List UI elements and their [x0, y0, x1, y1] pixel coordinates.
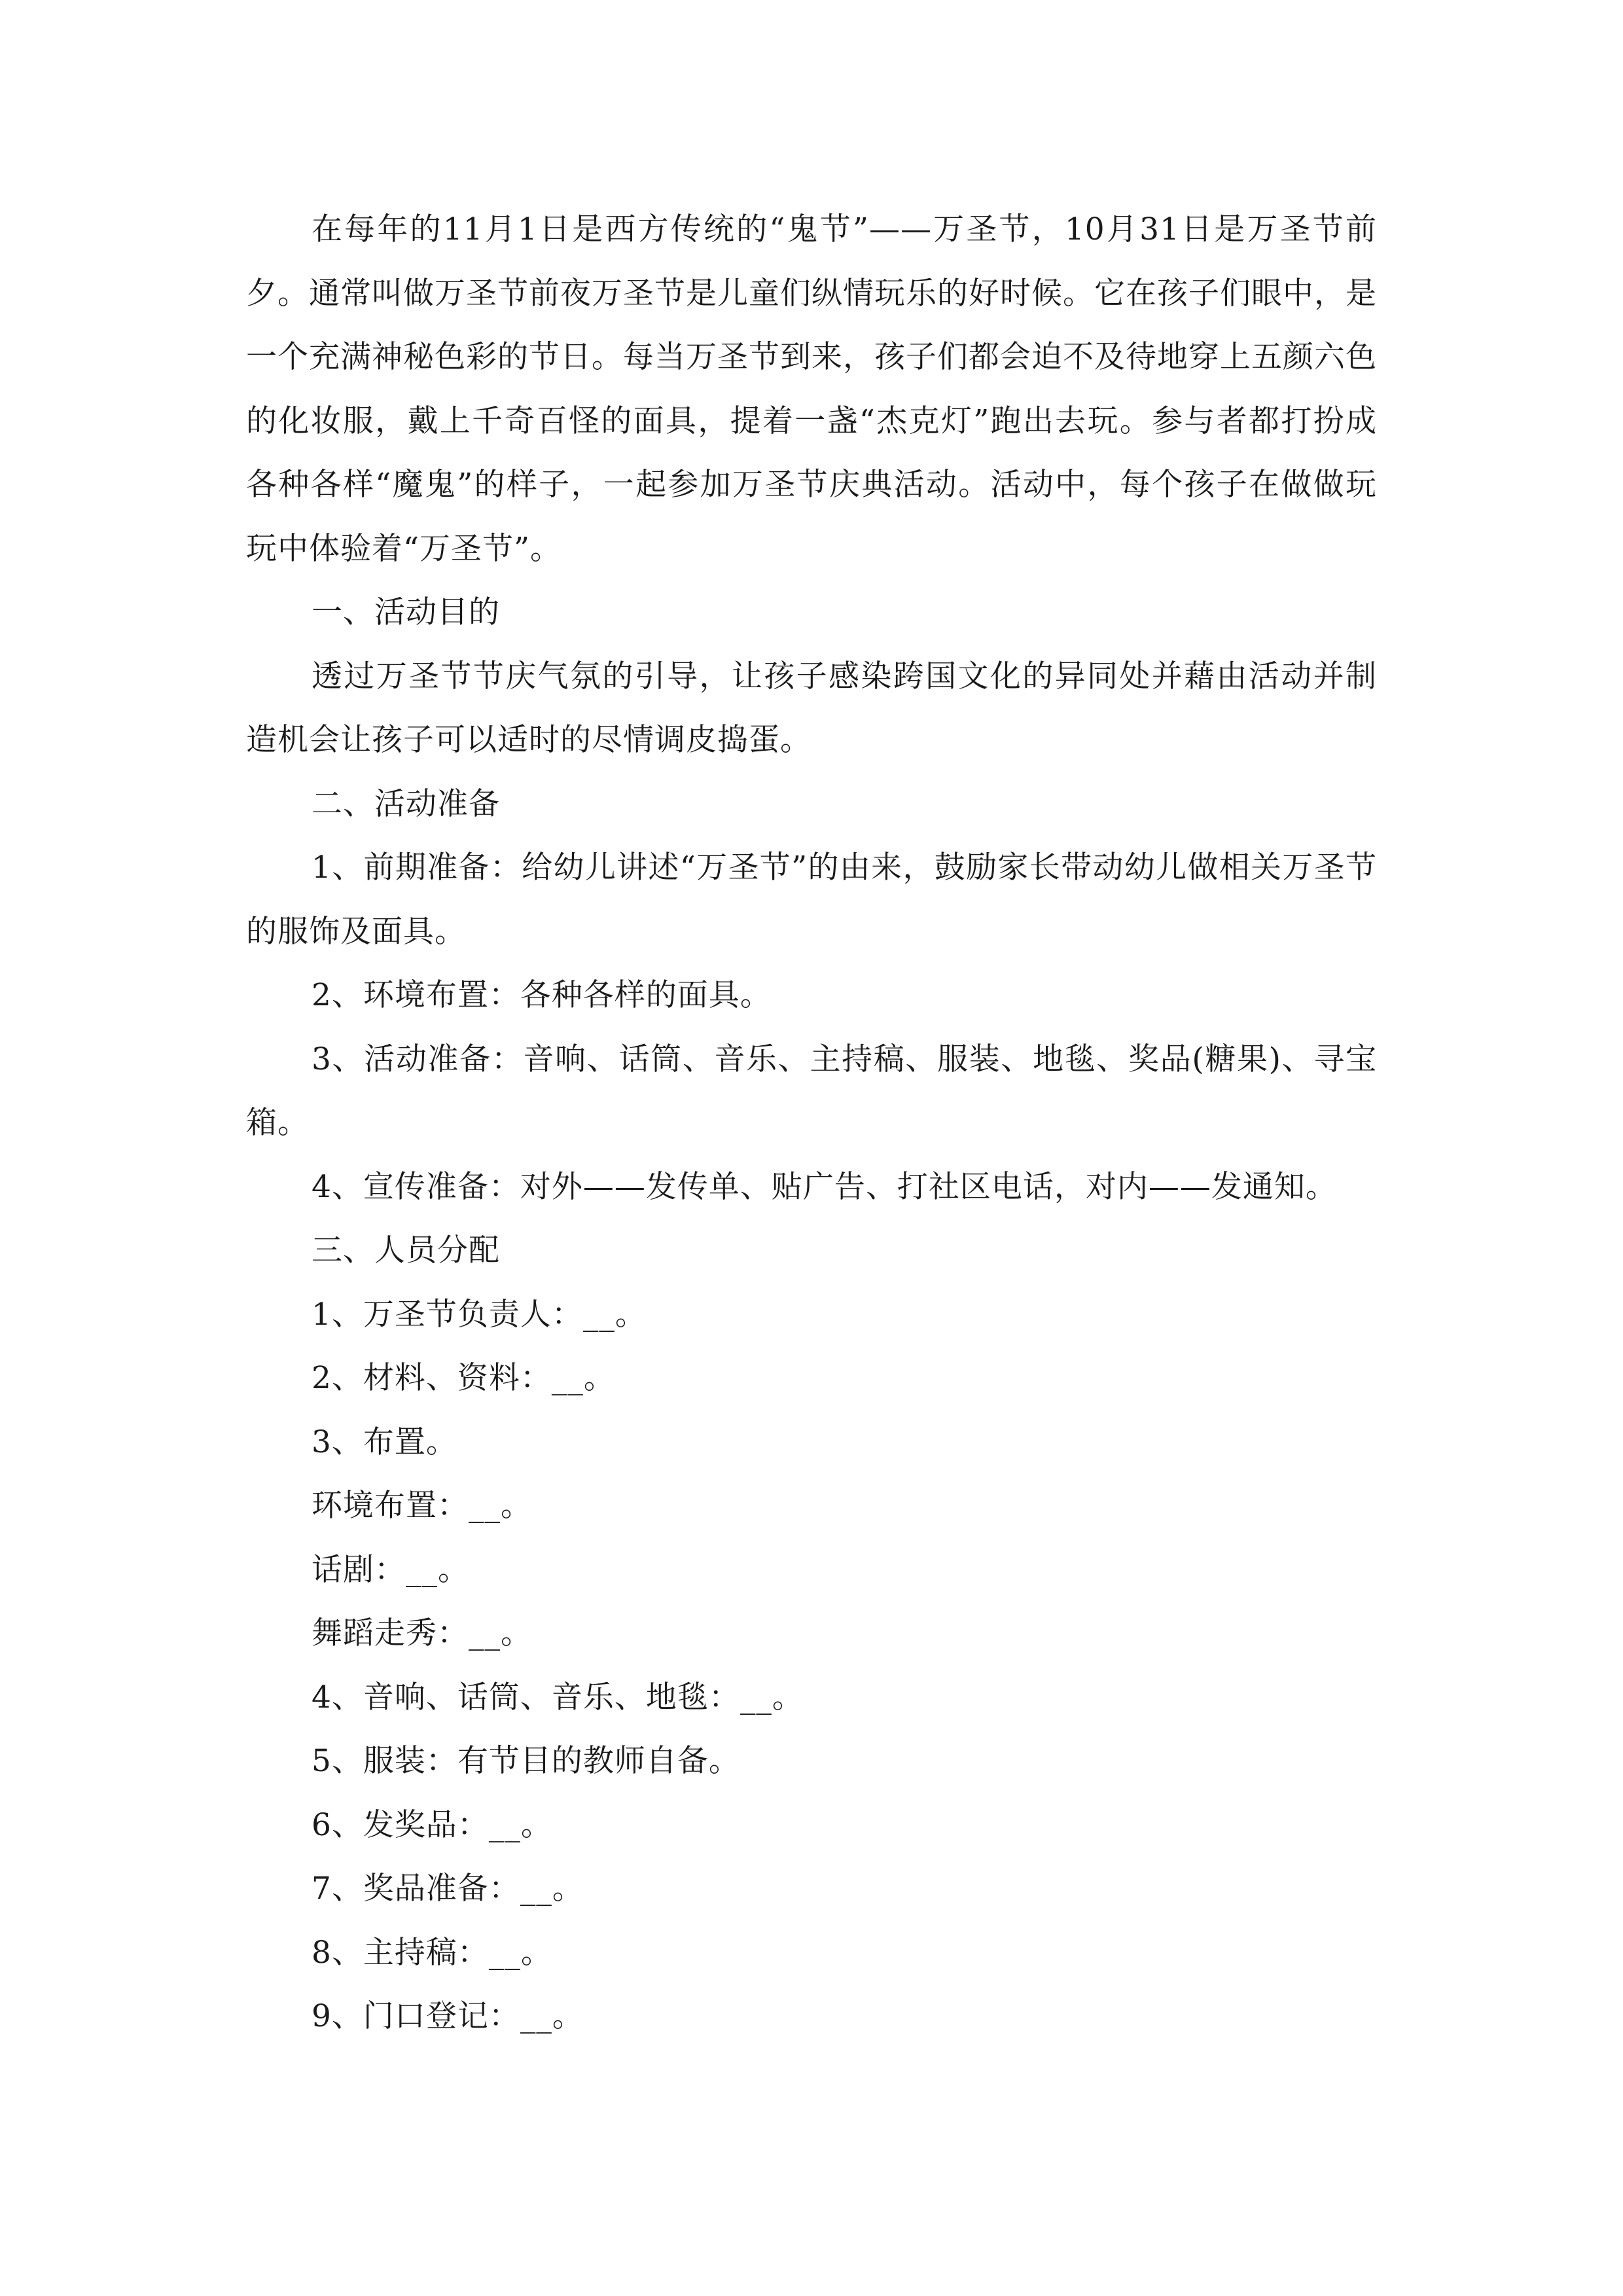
- staff-item: 舞蹈走秀：__。: [312, 1615, 532, 1651]
- document-body: [246, 198, 1377, 2049]
- staff-item: 3、布置。: [312, 1424, 457, 1460]
- section-heading-preparation: 二、活动准备: [312, 785, 500, 822]
- staff-item: 5、服装：有节目的教师自备。: [312, 1743, 740, 1779]
- staff-item: 环境布置：__。: [312, 1488, 532, 1524]
- staff-item: 1、万圣节负责人：__。: [312, 1296, 647, 1333]
- preparation-item: 3、活动准备：音响、话筒、音乐、主持稿、服装、地毯、奖品(糖果)、寻宝箱。: [246, 1041, 1377, 1141]
- staff-item: 8、主持稿：__。: [312, 1934, 552, 1971]
- section-heading-staff: 三、人员分配: [312, 1232, 500, 1268]
- preparation-item: 1、前期准备：给幼儿讲述“万圣节”的由来，鼓励家长带动幼儿做相关万圣节的服饰及面具。: [246, 850, 1377, 950]
- preparation-item: 2、环境布置：各种各样的面具。: [312, 977, 772, 1013]
- staff-item: 话剧：__。: [312, 1551, 469, 1588]
- staff-item: 6、发奖品：__。: [312, 1806, 552, 1843]
- staff-item: 4、音响、话筒、音乐、地毯：__。: [312, 1679, 804, 1715]
- staff-item: 2、材料、资料：__。: [312, 1360, 615, 1396]
- staff-item: 7、奖品准备：__。: [312, 1871, 584, 1907]
- staff-item: 9、门口登记：__。: [312, 1998, 584, 2034]
- purpose-paragraph: 透过万圣节节庆气氛的引导，让孩子感染跨国文化的异同处并藉由活动并制造机会让孩子可以适时的尽情调皮捣蛋。: [246, 658, 1377, 758]
- section-heading-purpose: 一、活动目的: [312, 594, 500, 630]
- preparation-item: 4、宣传准备：对外——发传单、贴广告、打社区电话，对内——发通知。: [312, 1168, 1337, 1205]
- intro-paragraph: 在每年的11月1日是西方传统的“鬼节”——万圣节，10月31日是万圣节前夕。通常叫做万圣节前夜万圣节是儿童们纵情玩乐的好时候。它在孩子们眼中，是一个充满神秘色彩的节日。每当万圣节到来，孩子们都会迫不及待地穿上五颜六色的化妆服，戴上千奇百怪的面具，提着一盏“杰克灯”跑出去玩。参与者都打扮成各种各样“魔鬼”的样子，一起参加万圣节庆典活动。活动中，每个孩子在做做玩玩中体验着“万圣节”。: [246, 211, 1377, 567]
